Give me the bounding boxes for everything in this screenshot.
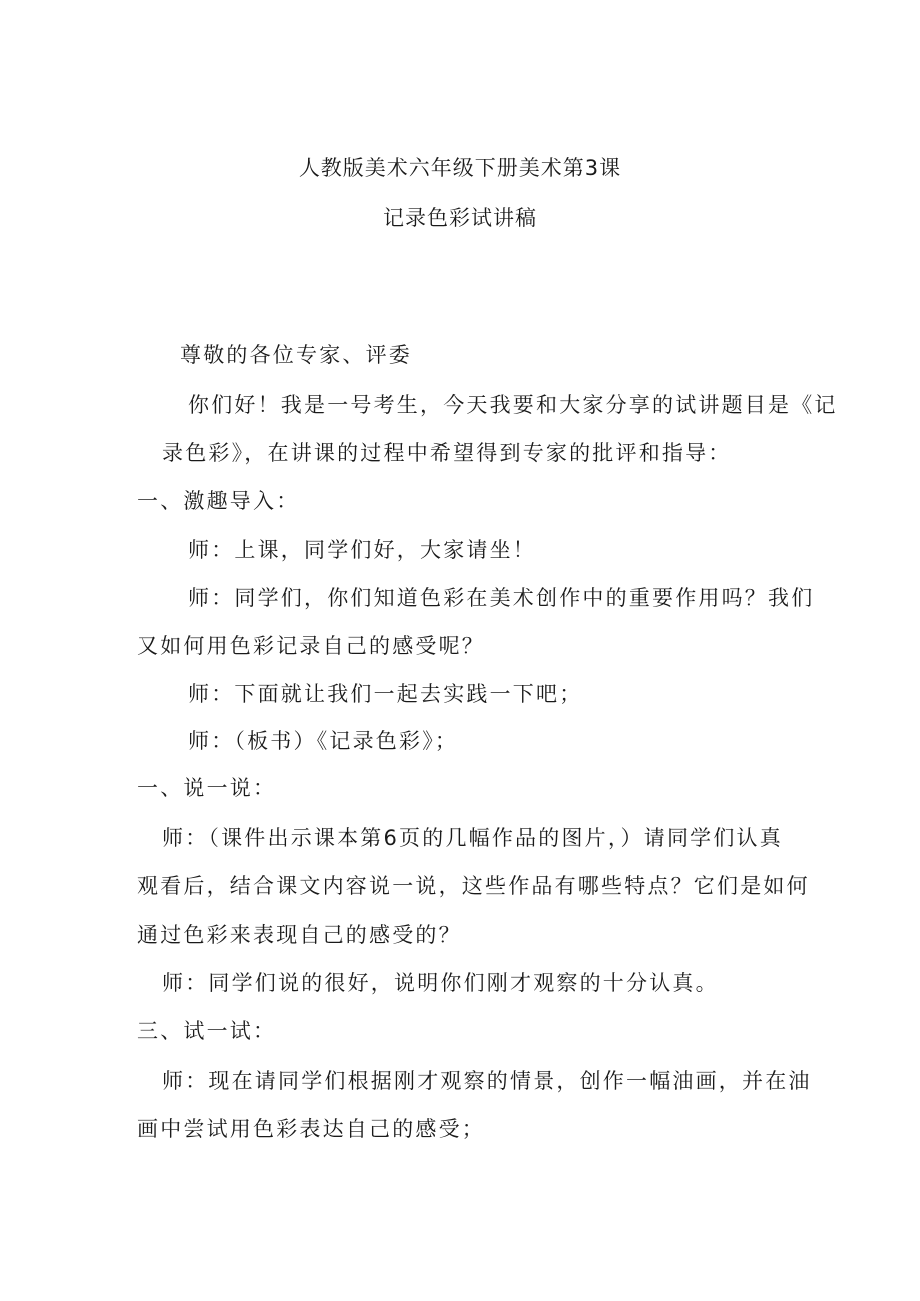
text-line: 师：同学们说的很好，说明你们刚才观察的十分认真。 <box>162 971 719 995</box>
text-line: 画中尝试用色彩表达自己的感受； <box>137 1117 485 1141</box>
text-line: 师：上课，同学们好，大家请坐！ <box>188 538 536 562</box>
document-title: 人教版美术六年级下册美术第3课 <box>298 156 622 180</box>
text-line: 师：（课件出示课本第6页的几幅作品的图片，）请同学们认真 <box>162 826 783 850</box>
text-line: 观看后，结合课文内容说一说，这些作品有哪些特点？它们是如何 <box>137 874 810 898</box>
section-heading: 一、激趣导入： <box>137 489 300 513</box>
text-line: 通过色彩来表现自己的感受的？ <box>137 923 462 947</box>
section-heading: 三、试一试： <box>137 1019 277 1043</box>
text-line: 你们好！我是一号考生，今天我要和大家分享的试讲题目是《记 <box>188 393 838 417</box>
section-heading: 一、说一说： <box>137 776 277 800</box>
text-line: 又如何用色彩记录自己的感受呢？ <box>137 634 485 658</box>
text-line: 录色彩》，在讲课的过程中希望得到专家的批评和指导： <box>162 441 732 465</box>
text-line: 师：（板书）《记录色彩》； <box>188 729 459 753</box>
text-line: 师：现在请同学们根据刚才观察的情景，创作一幅油画，并在油 <box>162 1069 812 1093</box>
text-line: 尊敬的各位专家、评委 <box>180 343 412 367</box>
text-line: 师：同学们，你们知道色彩在美术创作中的重要作用吗？我们 <box>188 586 815 610</box>
document-subtitle: 记录色彩试讲稿 <box>383 206 537 230</box>
text-line: 师：下面就让我们一起去实践一下吧； <box>188 682 583 706</box>
